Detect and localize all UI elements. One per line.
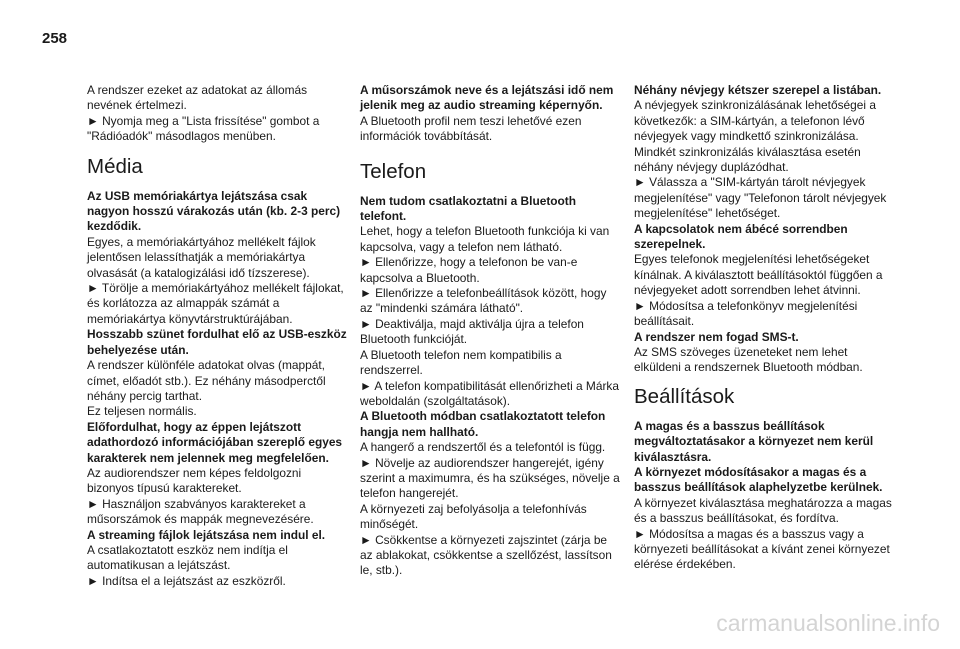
page-number: 258 — [42, 30, 68, 47]
answer-text: Ez teljesen normális. — [87, 404, 197, 419]
section-heading-media: Média — [87, 154, 143, 178]
section-heading-telefon: Telefon — [360, 159, 427, 183]
answer-text: ► Válassza a "SIM-kártyán tárolt névjegyek megjelenítése" vagy "Telefonon tárolt névjegyek megjelenítése" lehetőséget. — [634, 175, 887, 221]
answer-text: A névjegyek szinkronizálásának lehetőségei a következők: a SIM-kártyán, a telefonon lévő névjegyek vagy mindkettő szinkronizálása. Mindkét szinkronizálás kiválasztása esetén néhány névjegy duplázódhat. — [634, 98, 876, 175]
answer-text: ► Módosítsa a telefonkönyv megjelenítési beállításait. — [634, 298, 858, 329]
question-heading: A streaming fájlok lejátszása nem indul el. — [87, 527, 326, 542]
question-heading: Előfordulhat, hogy az éppen lejátszott adathordozó információjában szereplő egyes karakterek nem jelennek meg megfelelően. — [87, 419, 343, 465]
column-2 — [360, 83, 620, 579]
col1-intro-text: A rendszer ezeket az adatokat az állomás nevének értelmezi. — [87, 83, 308, 113]
question-heading: Nem tudom csatlakoztatni a Bluetooth telefont. — [360, 193, 577, 224]
col3-items — [634, 419, 896, 573]
answer-text: ► Módosítsa a magas és a basszus vagy a környezeti beállításokat a kívánt zenei környezet elérése érdekében. — [634, 526, 890, 572]
answer-text: ► Törölje a memóriakártyához mellékelt fájlokat, és korlátozza az almappák számát a memóriakártya könyvtárstruktúrájában. — [87, 281, 344, 326]
answer-text: Egyes, a memóriakártyához mellékelt fájlok jelentősen lelassíthatják a memóriakártya olvasását (a katalogizálási idő tízszerese). — [87, 234, 316, 280]
answer-text: A rendszer különféle adatokat olvas (mappát, címet, előadót stb.). Ez néhány másodperctől néhány percig tarthat. — [87, 358, 326, 403]
watermark: carmanualsonline.info — [716, 610, 940, 636]
answer-text: ► Indítsa el a lejátszást az eszközről. — [87, 573, 286, 588]
answer-text: A környezet kiválasztása meghatározza a magas és a basszus beállításokat, és fordítva. — [634, 495, 892, 526]
answer-text: Az SMS szöveges üzeneteket nem lehet elküldeni a rendszernek Bluetooth módban. — [634, 344, 863, 375]
answer-text: Az audiorendszer nem képes feldolgozni bizonyos típusú karaktereket. — [87, 465, 302, 496]
col3-intro — [634, 83, 896, 376]
column-3 — [634, 83, 896, 573]
answer-text: ► A telefon kompatibilitását ellenőrizheti a Márka weboldalán (szolgáltatások). — [360, 378, 619, 408]
answer-text: A Bluetooth telefon nem kompatibilis a rendszerrel. — [360, 347, 562, 378]
question-heading: A Bluetooth módban csatlakoztatott telefon hangja nem hallható. — [360, 409, 606, 439]
col1-items — [87, 189, 347, 590]
col1-intro-text: ► Nyomja meg a "Lista frissítése" gombot a "Rádióadók" másodlagos menüben. — [87, 113, 320, 144]
question-heading: A műsorszámok neve és a lejátszási idő nem jelenik meg az audio streaming képernyőn. — [360, 83, 614, 113]
answer-text: A Bluetooth profil nem teszi lehetővé ezen információk továbbítását. — [360, 113, 582, 144]
answer-text: A csatlakoztatott eszköz nem indítja el automatikusan a lejátszást. — [87, 542, 288, 573]
answer-text: ► Ellenőrizze, hogy a telefonon be van-e kapcsolva a Bluetooth. — [360, 255, 578, 285]
answer-text: ► Használjon szabványos karaktereket a műsorszámok és mappák megnevezésére. — [87, 496, 314, 527]
col1-intro — [87, 83, 347, 145]
answer-text: ► Ellenőrizze a telefonbeállítások között, hogy az "mindenki számára látható". — [360, 286, 607, 316]
answer-text: Egyes telefonok megjelenítési lehetőségeket kínálnak. A kiválasztott beállításoktól függően a névjegyeket adott sorrendben lehet átvinni. — [634, 252, 883, 298]
answer-text: A hangerő a rendszertől és a telefontól is függ. — [360, 440, 606, 455]
question-heading: Néhány névjegy kétszer szerepel a listában. — [634, 83, 882, 97]
answer-text: ► Növelje az audiorendszer hangerejét, igény szerint a maximumra, és ha szükséges, növelje a telefon hangerejét. — [360, 455, 620, 501]
question-heading: Az USB memóriakártya lejátszása csak nagyon hosszú várakozás után (kb. 2-3 perc) kezdődik. — [87, 188, 341, 234]
question-heading: A környezet módosításakor a magas és a basszus beállítások alaphelyzetbe kerülnek. — [634, 464, 883, 495]
column-1 — [87, 83, 347, 589]
question-heading: A rendszer nem fogad SMS-t. — [634, 329, 799, 344]
answer-text: ► Csökkentse a környezeti zajszintet (zárja be az ablakokat, csökkentse a szellőzést, lassítson le, stb.). — [360, 532, 612, 578]
question-heading: A magas és a basszus beállítások megváltoztatásakor a környezet nem kerül kiválasztásra. — [634, 418, 874, 464]
answer-text: ► Deaktiválja, majd aktiválja újra a telefon Bluetooth funkcióját. — [360, 316, 584, 347]
col2-items — [360, 194, 620, 579]
answer-text: A környezeti zaj befolyásolja a telefonhívás minőségét. — [360, 501, 587, 532]
question-heading: A kapcsolatok nem ábécé sorrendben szerepelnek. — [634, 221, 848, 252]
col2-intro — [360, 83, 620, 145]
section-heading-beallitasok: Beállítások — [634, 384, 735, 408]
answer-text: Lehet, hogy a telefon Bluetooth funkciója ki van kapcsolva, vagy a telefon nem látható. — [360, 224, 610, 254]
question-heading: Hosszabb szünet fordulhat elő az USB-eszköz behelyezése után. — [87, 327, 347, 357]
